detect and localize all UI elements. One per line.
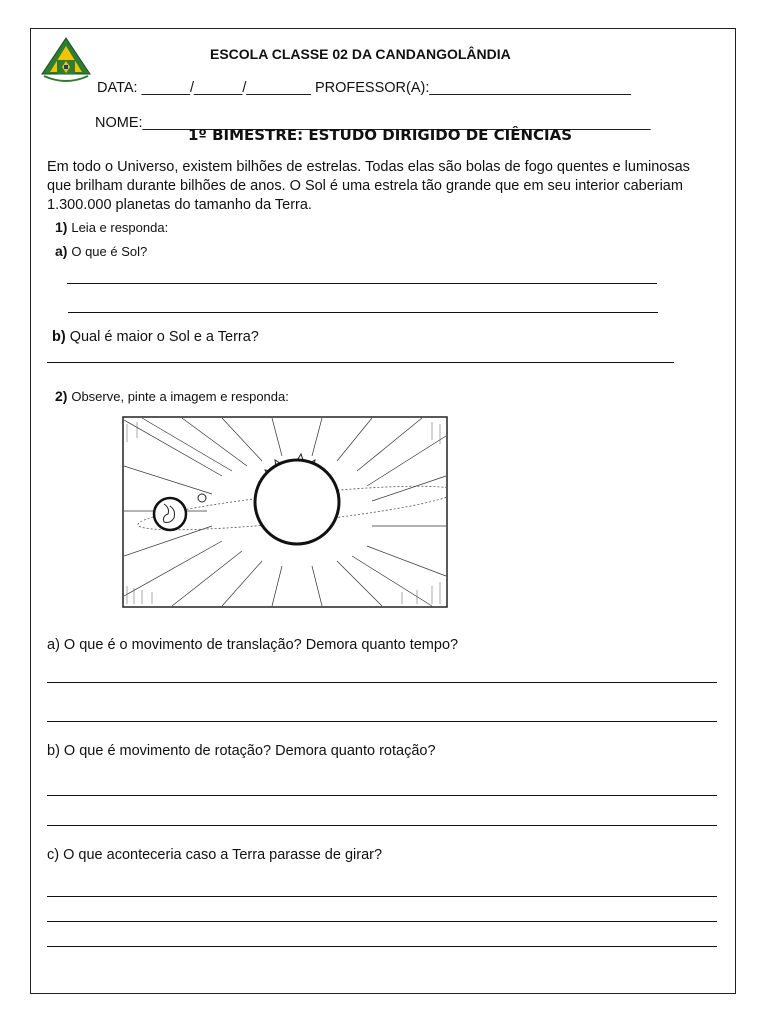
answer-line[interactable] [68, 312, 658, 313]
answer-line[interactable] [47, 921, 717, 922]
intro-paragraph: Em todo o Universo, existem bilhões de estrelas. Todas elas são bolas de fogo quentes e luminosas que brilham durante bilhões de anos. O Sol é uma estrela tão grande que em seu interior caberiam 1.300.000 planetas do tamanho da Terra. [47, 159, 690, 213]
question-2a: a) O que é o movimento de translação? Demora quanto tempo? [47, 637, 459, 653]
question-2c: c) O que aconteceria caso a Terra parasse de girar? [47, 847, 383, 863]
question-1b [52, 329, 259, 345]
page-title: 1º BIMESTRE: ESTUDO DIRIGIDO DE CIÊNCIAS [188, 126, 573, 144]
school-name: ESCOLA CLASSE 02 DA CANDANGOLÂNDIA [210, 46, 511, 62]
answer-line[interactable] [67, 283, 657, 284]
answer-line[interactable] [47, 795, 717, 796]
answer-line[interactable] [47, 362, 674, 363]
question-1-header [55, 219, 168, 235]
question-number: 1) [55, 219, 68, 235]
school-emblem-icon [40, 36, 92, 88]
answer-line[interactable] [47, 946, 717, 947]
name-line[interactable]: NOME:_______________________________________________________________ [95, 115, 651, 131]
question-number: 2) [55, 388, 68, 404]
question-2-header [55, 388, 289, 404]
answer-line[interactable] [47, 896, 717, 897]
question-text: O que é Sol? [71, 244, 148, 259]
answer-line[interactable] [47, 825, 717, 826]
question-text: Observe, pinte a imagem e responda: [71, 389, 289, 404]
question-text: Qual é maior o Sol e a Terra? [69, 329, 259, 345]
question-label: b) [52, 329, 66, 345]
answer-line[interactable] [47, 682, 717, 683]
answer-line[interactable] [47, 721, 717, 722]
question-label: a) [55, 243, 68, 259]
question-1a [55, 243, 147, 259]
date-teacher-line[interactable]: DATA: ______/______/________ PROFESSOR(A):_________________________ [97, 80, 631, 96]
sun-earth-illustration[interactable] [122, 416, 448, 608]
question-2b: b) O que é movimento de rotação? Demora quanto rotação? [47, 743, 436, 759]
question-text: Leia e responda: [71, 220, 169, 235]
